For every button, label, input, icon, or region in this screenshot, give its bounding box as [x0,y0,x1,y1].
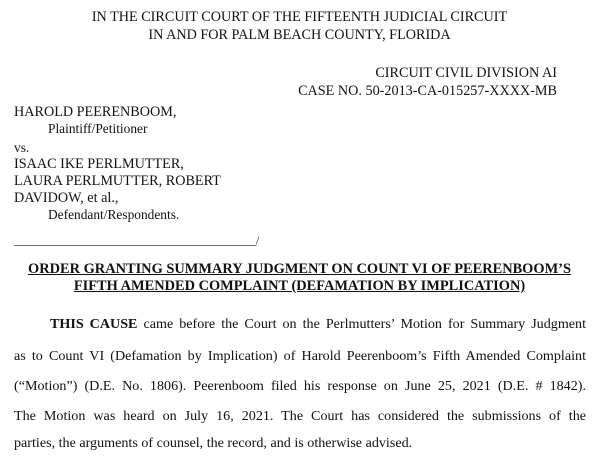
defendant-role: Defendant/Respondents. [48,207,180,222]
defendant-line-2: LAURA PERLMUTTER, ROBERT [14,173,221,189]
plaintiff-name: HAROLD PEERENBOOM, [14,104,177,120]
plaintiff-role: Plaintiff/Petitioner [48,121,148,136]
body-line-3: (“Motion”) (D.E. No. 1806). Peerenboom filed his response on June 25, 2021 (D.E. # 1842). [14,378,586,394]
body-line-5: parties, the arguments of counsel, the record, and is otherwise advised. [14,435,413,451]
body-line-1-text: came before the Court on the Perlmutters’ Motion for Summary Judgment [137,316,586,332]
defendant-line-1: ISAAC IKE PERLMUTTER, [14,156,184,172]
court-heading-line-2: IN AND FOR PALM BEACH COUNTY, FLORIDA [148,27,451,43]
versus-label: vs. [14,140,30,155]
defendant-line-3: DAVIDOW, et al., [14,190,119,206]
body-line-2: as to Count VI (Defamation by Implication) of Harold Peerenboom’s Fifth Amended Complaint [14,348,586,364]
signature-line: ____________________________________________/ [14,233,259,247]
division-label: CIRCUIT CIVIL DIVISION AI [375,65,557,81]
order-title-line-2: FIFTH AMENDED COMPLAINT (DEFAMATION BY IMPLICATION) [73,278,526,294]
court-heading-line-1: IN THE CIRCUIT COURT OF THE FIFTEENTH JUDICIAL CIRCUIT [91,9,508,25]
body-line-1 [14,317,586,331]
case-number: CASE NO. 50-2013-CA-015257-XXXX-MB [298,83,557,99]
body-line-4: The Motion was heard on July 16, 2021. The Court has considered the submissions of the [14,408,586,424]
this-cause-lead: THIS CAUSE [50,316,138,332]
order-title-line-1: ORDER GRANTING SUMMARY JUDGMENT ON COUNT VI OF PEERENBOOM’S [28,261,571,277]
